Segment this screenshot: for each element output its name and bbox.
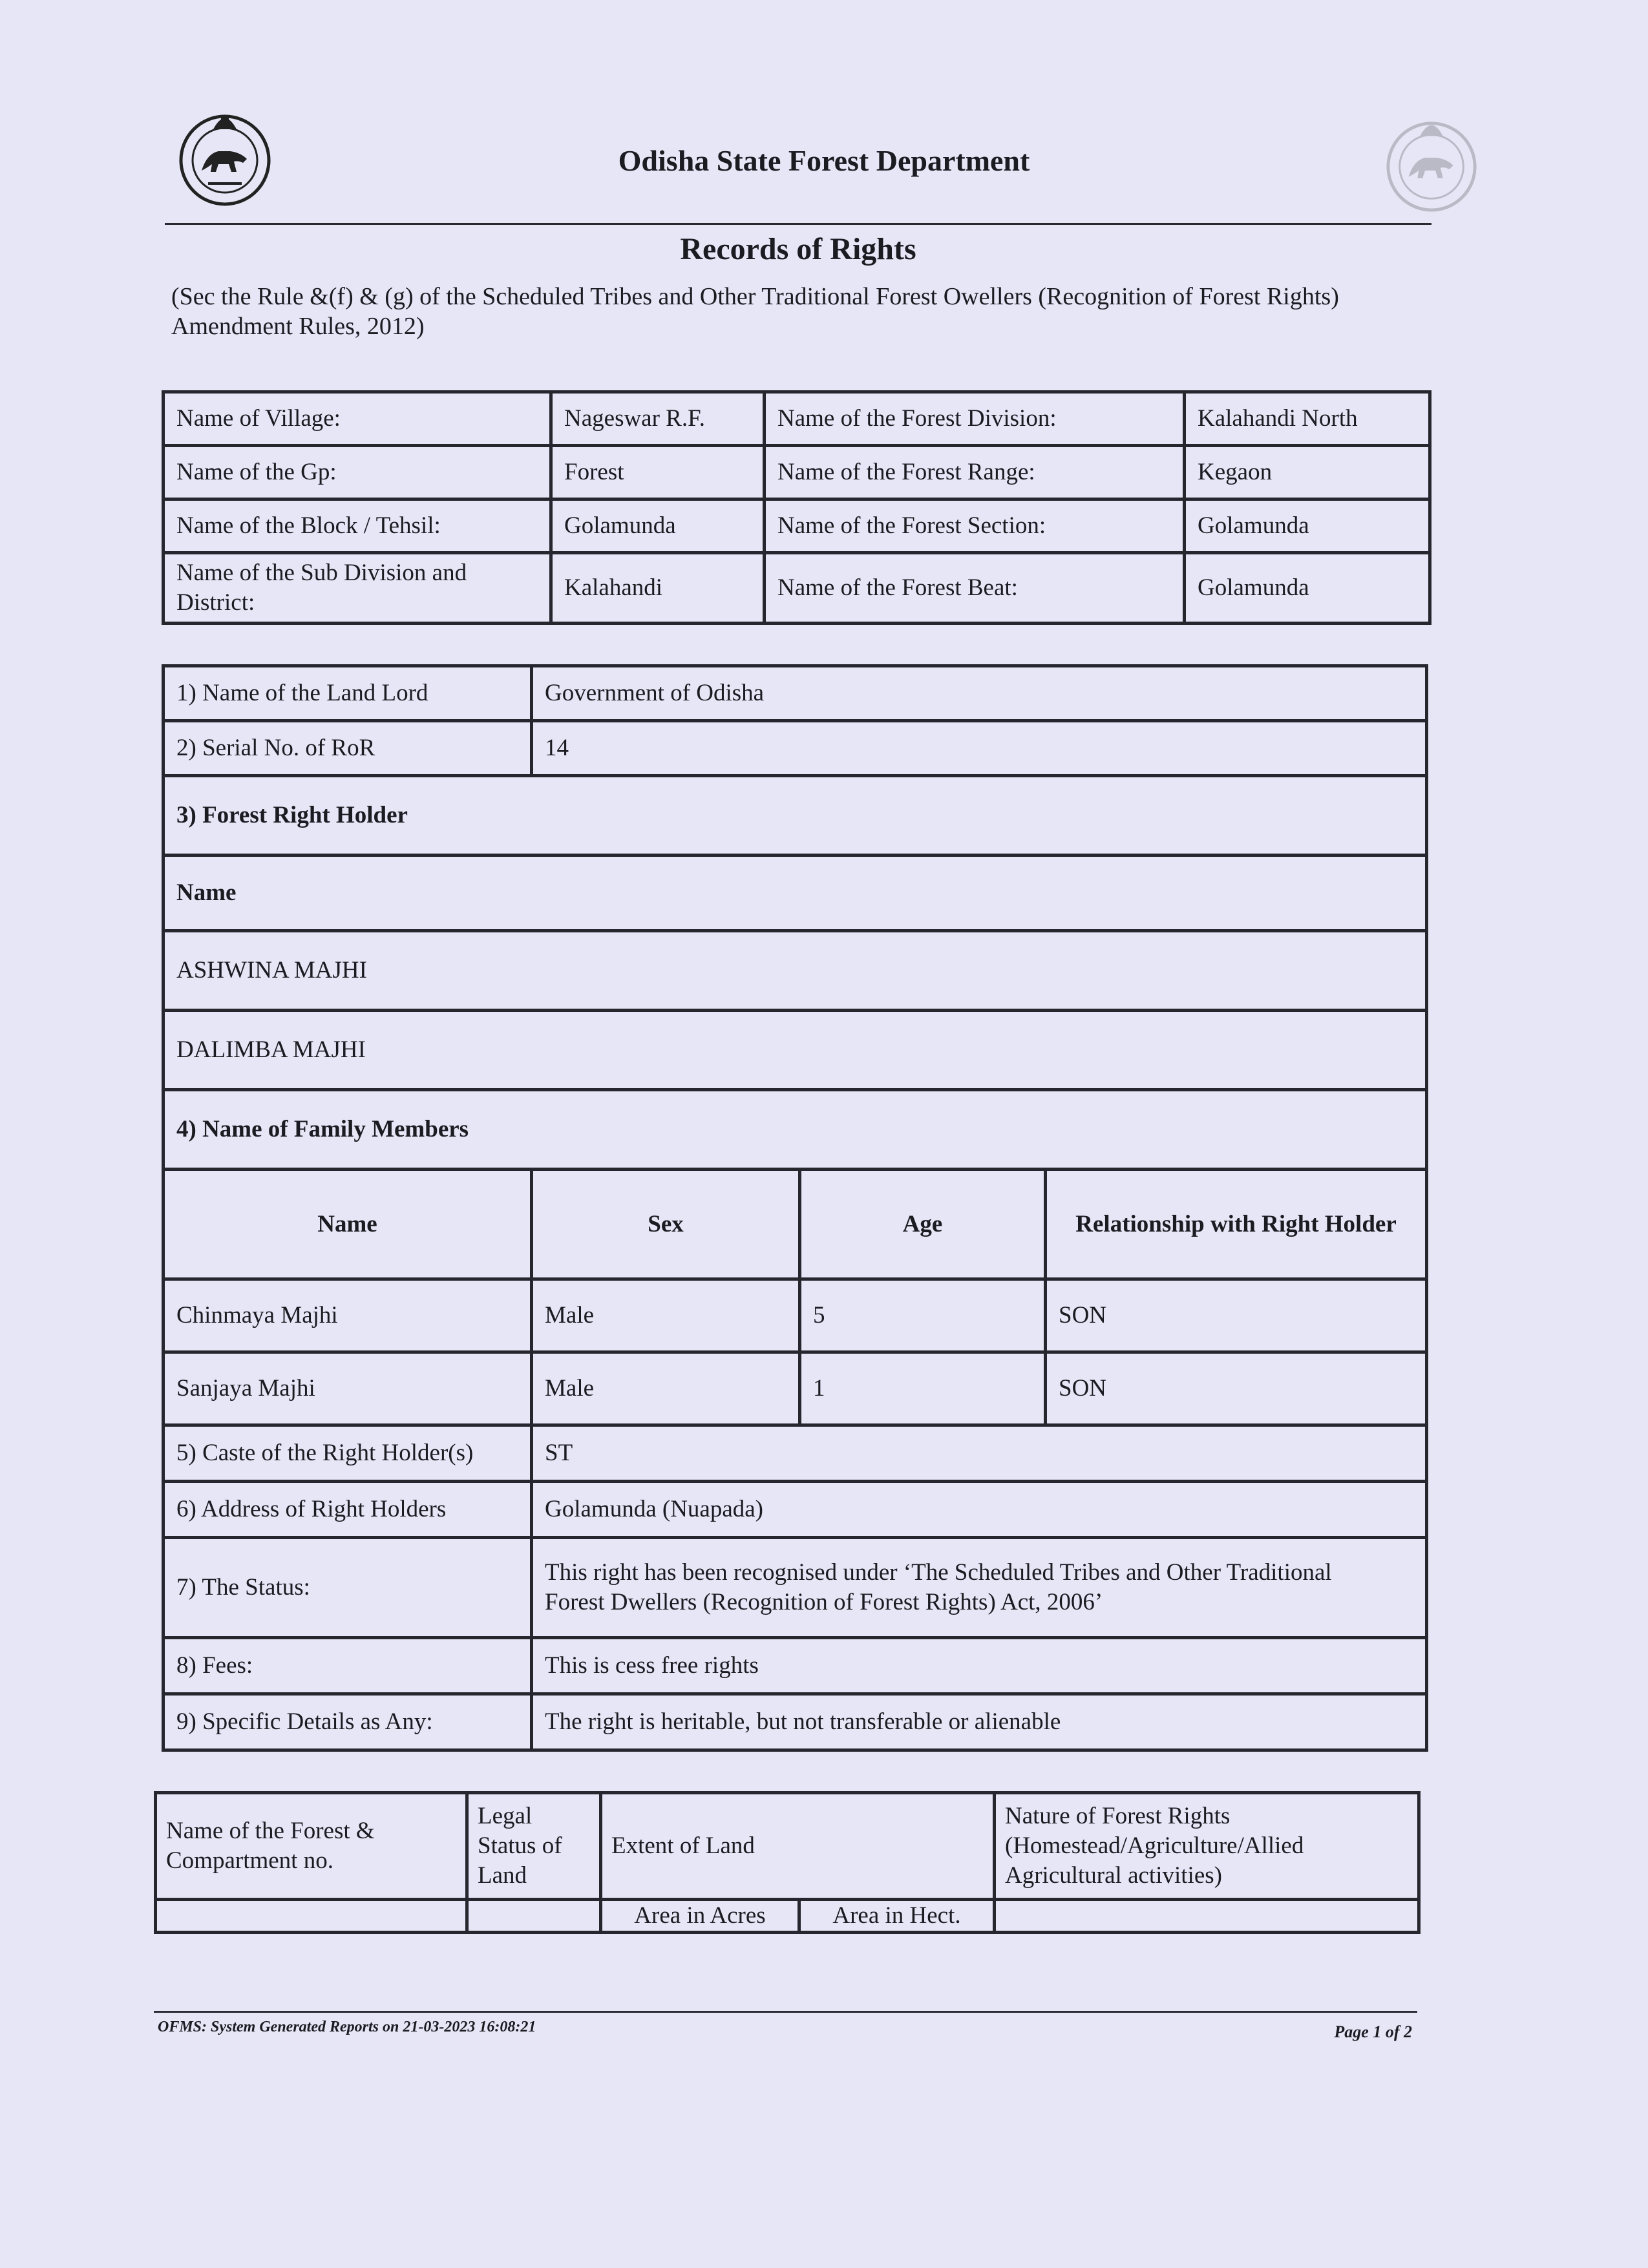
holder-name: ASHWINA MAJHI bbox=[164, 931, 1427, 1011]
location-row bbox=[164, 553, 1430, 624]
land-lord-row bbox=[164, 666, 1427, 721]
nature-header: Nature of Forest Rights (Homestead/Agriculture/Allied Agricultural activities) bbox=[995, 1793, 1419, 1900]
member-name: Chinmaya Majhi bbox=[164, 1279, 532, 1352]
village-value: Nageswar R.F. bbox=[551, 392, 765, 446]
footer-page-number: Page 1 of 2 bbox=[1334, 2022, 1412, 2041]
land-table bbox=[154, 1791, 1421, 1934]
fees-row bbox=[164, 1638, 1427, 1694]
serial-row bbox=[164, 721, 1427, 776]
beat-value: Golamunda bbox=[1185, 553, 1430, 624]
serial-label: 2) Serial No. of RoR bbox=[164, 721, 532, 776]
legal-status-line-2: Status of bbox=[478, 1832, 562, 1859]
family-member-row bbox=[164, 1352, 1427, 1425]
status-label: 7) The Status: bbox=[164, 1538, 532, 1638]
status-value bbox=[532, 1538, 1427, 1638]
fees-label: 8) Fees: bbox=[164, 1638, 532, 1694]
footer-divider bbox=[154, 2011, 1417, 2013]
forest-compartment-header: Name of the Forest & Compartment no. bbox=[156, 1793, 467, 1900]
serial-value: 14 bbox=[532, 721, 1427, 776]
record-table bbox=[162, 664, 1428, 1752]
land-header-row bbox=[156, 1793, 1419, 1900]
footer-generated-text: OFMS: System Generated Reports on 21-03-2023 16:08:21 bbox=[158, 2019, 536, 2035]
subdivision-value: Kalahandi bbox=[551, 553, 765, 624]
legal-status-line-3: Land bbox=[478, 1862, 527, 1889]
range-value: Kegaon bbox=[1185, 446, 1430, 499]
location-table bbox=[162, 390, 1431, 625]
section-value: Golamunda bbox=[1185, 499, 1430, 553]
division-label: Name of the Forest Division: bbox=[765, 392, 1185, 446]
family-header-row bbox=[164, 1170, 1427, 1279]
specific-value: The right is heritable, but not transferable or alienable bbox=[532, 1694, 1427, 1750]
status-row bbox=[164, 1538, 1427, 1638]
right-holder-heading-row bbox=[164, 776, 1427, 856]
land-empty-cell bbox=[156, 1900, 467, 1933]
gp-label: Name of the Gp: bbox=[164, 446, 551, 499]
land-lord-label: 1) Name of the Land Lord bbox=[164, 666, 532, 721]
location-row bbox=[164, 499, 1430, 553]
beat-label: Name of the Forest Beat: bbox=[765, 553, 1185, 624]
specific-row bbox=[164, 1694, 1427, 1750]
holder-name: DALIMBA MAJHI bbox=[164, 1011, 1427, 1090]
subdivision-label: Name of the Sub Division and District: bbox=[164, 553, 551, 624]
member-age: 1 bbox=[800, 1352, 1046, 1425]
land-subheader-row bbox=[156, 1900, 1419, 1933]
member-relationship: SON bbox=[1046, 1352, 1427, 1425]
right-holder-heading: 3) Forest Right Holder bbox=[164, 776, 1427, 856]
legal-status-header bbox=[467, 1793, 601, 1900]
block-value: Golamunda bbox=[551, 499, 765, 553]
family-col-age: Age bbox=[800, 1170, 1046, 1279]
holder-row bbox=[164, 931, 1427, 1011]
caste-row bbox=[164, 1425, 1427, 1482]
family-col-sex: Sex bbox=[532, 1170, 800, 1279]
gp-value: Forest bbox=[551, 446, 765, 499]
block-label: Name of the Block / Tehsil: bbox=[164, 499, 551, 553]
status-line-2: Forest Dwellers (Recognition of Forest Rights) Act, 2006’ bbox=[545, 1589, 1103, 1615]
family-heading: 4) Name of Family Members bbox=[164, 1090, 1427, 1170]
family-col-relationship: Relationship with Right Holder bbox=[1046, 1170, 1427, 1279]
member-name: Sanjaya Majhi bbox=[164, 1352, 532, 1425]
range-label: Name of the Forest Range: bbox=[765, 446, 1185, 499]
division-value: Kalahandi North bbox=[1185, 392, 1430, 446]
status-line-1: This right has been recognised under ‘The Scheduled Tribes and Other Traditional bbox=[545, 1559, 1332, 1586]
extent-header: Extent of Land bbox=[601, 1793, 995, 1900]
document-title: Records of Rights bbox=[680, 232, 916, 266]
location-row bbox=[164, 446, 1430, 499]
member-age: 5 bbox=[800, 1279, 1046, 1352]
area-acres-header: Area in Acres bbox=[601, 1900, 799, 1933]
land-empty-cell bbox=[467, 1900, 601, 1933]
area-hect-header: Area in Hect. bbox=[799, 1900, 995, 1933]
land-lord-value: Government of Odisha bbox=[532, 666, 1427, 721]
caste-value: ST bbox=[532, 1425, 1427, 1482]
land-empty-cell bbox=[995, 1900, 1419, 1933]
name-heading: Name bbox=[164, 856, 1427, 931]
family-heading-row bbox=[164, 1090, 1427, 1170]
caste-label: 5) Caste of the Right Holder(s) bbox=[164, 1425, 532, 1482]
family-member-row bbox=[164, 1279, 1427, 1352]
specific-label: 9) Specific Details as Any: bbox=[164, 1694, 532, 1750]
member-sex: Male bbox=[532, 1279, 800, 1352]
fees-value: This is cess free rights bbox=[532, 1638, 1427, 1694]
member-relationship: SON bbox=[1046, 1279, 1427, 1352]
village-label: Name of Village: bbox=[164, 392, 551, 446]
address-label: 6) Address of Right Holders bbox=[164, 1482, 532, 1538]
document-subtitle: (Sec the Rule &(f) & (g) of the Scheduled Tribes and Other Traditional Forest Owellers (Recognition of Forest Rights) Amendment Rules, 2012) bbox=[171, 283, 1339, 340]
legal-status-line-1: Legal bbox=[478, 1803, 533, 1829]
address-row bbox=[164, 1482, 1427, 1538]
member-sex: Male bbox=[532, 1352, 800, 1425]
location-row bbox=[164, 392, 1430, 446]
name-heading-row bbox=[164, 856, 1427, 931]
family-col-name: Name bbox=[164, 1170, 532, 1279]
address-value: Golamunda (Nuapada) bbox=[532, 1482, 1427, 1538]
holder-row bbox=[164, 1011, 1427, 1090]
section-label: Name of the Forest Section: bbox=[765, 499, 1185, 553]
department-title: Odisha State Forest Department bbox=[618, 144, 1030, 177]
title-divider bbox=[165, 223, 1431, 225]
